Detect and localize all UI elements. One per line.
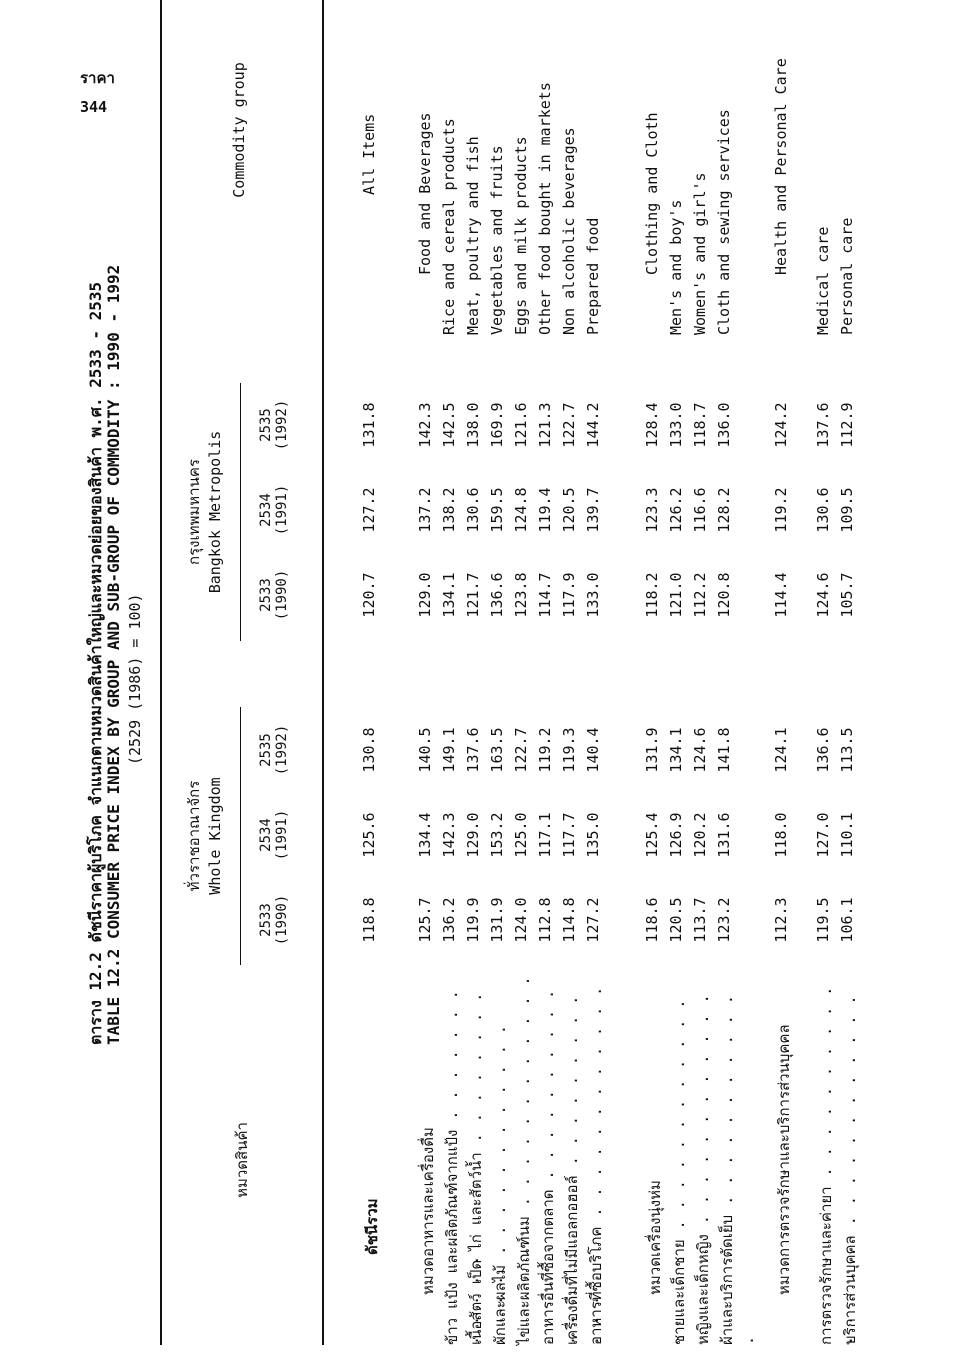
table-top-rule bbox=[160, 0, 162, 1345]
value-cell: 127.0 bbox=[814, 812, 832, 858]
group-header-english: Bangkok Metropolis bbox=[206, 430, 224, 594]
value-cell: 159.5 bbox=[488, 487, 506, 533]
value-cell: 128.4 bbox=[643, 402, 661, 448]
value-cell: 131.6 bbox=[715, 812, 733, 858]
table-row bbox=[691, 0, 713, 1345]
row-label-english: Meat, poultry and fish bbox=[464, 136, 482, 335]
table-row bbox=[838, 0, 860, 1345]
value-cell: 114.8 bbox=[560, 897, 578, 943]
value-cell: 119.2 bbox=[536, 727, 554, 773]
row-label-english: Vegetables and fruits bbox=[488, 145, 506, 335]
value-cell: 117.7 bbox=[560, 812, 578, 858]
value-cell: 124.6 bbox=[691, 727, 709, 773]
table-row bbox=[512, 0, 534, 1345]
row-label-english: Non alcoholic beverages bbox=[560, 127, 578, 335]
value-cell: 126.9 bbox=[667, 812, 685, 858]
table-title-thai: ตาราง 12.2 ดัชนีราคาผู้บริโภค จำแนกตามหมวดสินค้าใหญ่และหมวดย่อยของสินค้า พ.ศ. 2533 - 2535 bbox=[86, 281, 105, 1045]
value-cell: 118.6 bbox=[643, 897, 661, 943]
value-cell: 142.3 bbox=[416, 402, 434, 448]
row-label-thai: หมวดอาหารและเครื่องดื่ม bbox=[419, 1127, 437, 1295]
year-header: 2535 (1992) bbox=[258, 399, 290, 451]
value-cell: 124.6 bbox=[814, 572, 832, 618]
table-base-year: (2529 (1986) = 100) bbox=[126, 593, 144, 765]
value-cell: 118.0 bbox=[772, 812, 790, 858]
table-row bbox=[772, 0, 794, 1345]
value-cell: 130.8 bbox=[360, 727, 378, 773]
value-cell: 113.5 bbox=[838, 727, 856, 773]
value-cell: 109.5 bbox=[838, 487, 856, 533]
table-row bbox=[584, 0, 606, 1345]
row-label-english: Clothing and Cloth bbox=[643, 112, 661, 275]
year-header: 2534 (1991) bbox=[258, 809, 290, 861]
value-cell: 137.6 bbox=[814, 402, 832, 448]
page-number: 344 bbox=[80, 98, 108, 116]
value-cell: 120.2 bbox=[691, 812, 709, 858]
row-label-thai: เครื่องดื่มที่ไม่มีแอลกอฮอล์ . . . bbox=[560, 975, 602, 1345]
value-cell: 121.0 bbox=[667, 572, 685, 618]
value-cell: 121.7 bbox=[464, 572, 482, 618]
table-row bbox=[715, 0, 737, 1345]
value-cell: 140.5 bbox=[416, 727, 434, 773]
table-row bbox=[667, 0, 689, 1345]
value-cell: 134.1 bbox=[440, 572, 458, 618]
row-label-english: Medical care bbox=[814, 226, 832, 335]
group-header-bangkok bbox=[182, 383, 224, 641]
row-label-english: Health and Personal Care bbox=[772, 58, 790, 275]
value-cell: 141.8 bbox=[715, 727, 733, 773]
table-row bbox=[643, 0, 665, 1345]
row-label-thai: ดัชนีรวม bbox=[363, 1198, 381, 1255]
value-cell: 119.3 bbox=[560, 727, 578, 773]
table-row bbox=[814, 0, 836, 1345]
value-cell: 120.7 bbox=[360, 572, 378, 618]
value-cell: 120.8 bbox=[715, 572, 733, 618]
value-cell: 163.5 bbox=[488, 727, 506, 773]
value-cell: 114.7 bbox=[536, 572, 554, 618]
value-cell: 131.8 bbox=[360, 402, 378, 448]
row-label-thai: ผักและผลไม้ . . . bbox=[488, 975, 512, 1345]
column-header-commodity-english: Commodity group bbox=[230, 62, 248, 198]
value-cell: 124.2 bbox=[772, 402, 790, 448]
value-cell: 119.9 bbox=[464, 897, 482, 943]
value-cell: 139.7 bbox=[584, 487, 602, 533]
table-row bbox=[464, 0, 486, 1345]
value-cell: 129.0 bbox=[416, 572, 434, 618]
table-row bbox=[440, 0, 462, 1345]
value-cell: 124.8 bbox=[512, 487, 530, 533]
group-rule-bangkok bbox=[240, 383, 241, 641]
value-cell: 113.7 bbox=[691, 897, 709, 943]
row-label-english: Prepared food bbox=[584, 217, 602, 335]
value-cell: 136.2 bbox=[440, 897, 458, 943]
year-header: 2535 (1992) bbox=[258, 724, 290, 776]
row-label-english: Rice and cereal products bbox=[440, 118, 458, 335]
value-cell: 138.2 bbox=[440, 487, 458, 533]
table-row bbox=[360, 0, 382, 1345]
row-label-thai: อาหารอื่นที่ซื้อจากตลาด . . . bbox=[536, 975, 578, 1345]
value-cell: 123.2 bbox=[715, 897, 733, 943]
row-label-thai: บริการส่วนบุคคล . . . bbox=[838, 975, 862, 1345]
value-cell: 149.1 bbox=[440, 727, 458, 773]
value-cell: 131.9 bbox=[488, 897, 506, 943]
value-cell: 138.0 bbox=[464, 402, 482, 448]
value-cell: 134.1 bbox=[667, 727, 685, 773]
value-cell: 112.9 bbox=[838, 402, 856, 448]
value-cell: 123.8 bbox=[512, 572, 530, 618]
value-cell: 125.6 bbox=[360, 812, 378, 858]
table-title-english: TABLE 12.2 CONSUMER PRICE INDEX BY GROUP AND SUB-GROUP OF COMMODITY : 1990 - 1992 bbox=[104, 264, 123, 1045]
row-label-thai: ผ้าและบริการตัดเย็บ . . . bbox=[715, 975, 757, 1345]
value-cell: 116.6 bbox=[691, 487, 709, 533]
value-cell: 127.2 bbox=[584, 897, 602, 943]
value-cell: 114.4 bbox=[772, 572, 790, 618]
table-row bbox=[416, 0, 438, 1345]
value-cell: 106.1 bbox=[838, 897, 856, 943]
row-label-thai: ข้าว แป้ง และผลิตภัณฑ์จากแป้ง . . . bbox=[440, 975, 482, 1345]
row-label-english: Other food bought in markets bbox=[536, 82, 554, 335]
table-header-rule bbox=[322, 0, 324, 1345]
value-cell: 119.5 bbox=[814, 897, 832, 943]
value-cell: 130.6 bbox=[814, 487, 832, 533]
value-cell: 124.0 bbox=[512, 897, 530, 943]
value-cell: 112.8 bbox=[536, 897, 554, 943]
year-header: 2533 (1990) bbox=[258, 894, 290, 946]
value-cell: 125.0 bbox=[512, 812, 530, 858]
row-label-thai: ไข่และผลิตภัณฑ์นม . . . bbox=[512, 975, 536, 1345]
row-label-thai: การตรวจรักษาและค่ายา . . . bbox=[814, 975, 856, 1345]
value-cell: 136.6 bbox=[488, 572, 506, 618]
row-label-thai: หมวดการตรวจรักษาและบริการส่วนบุคคล bbox=[775, 1024, 793, 1295]
value-cell: 121.6 bbox=[512, 402, 530, 448]
value-cell: 127.2 bbox=[360, 487, 378, 533]
value-cell: 130.6 bbox=[464, 487, 482, 533]
value-cell: 122.7 bbox=[560, 402, 578, 448]
value-cell: 105.7 bbox=[838, 572, 856, 618]
value-cell: 133.0 bbox=[667, 402, 685, 448]
value-cell: 153.2 bbox=[488, 812, 506, 858]
year-header: 2533 (1990) bbox=[258, 569, 290, 621]
value-cell: 120.5 bbox=[667, 897, 685, 943]
value-cell: 120.5 bbox=[560, 487, 578, 533]
value-cell: 144.2 bbox=[584, 402, 602, 448]
row-label-thai: เนื้อสัตว์ เป็ด ไก่ และสัตว์น้ำ . . . bbox=[464, 975, 506, 1345]
row-label-english: Men's and boy's bbox=[667, 199, 685, 335]
value-cell: 169.9 bbox=[488, 402, 506, 448]
row-label-english: Women's and girl's bbox=[691, 172, 709, 335]
value-cell: 128.2 bbox=[715, 487, 733, 533]
row-label-english: Eggs and milk products bbox=[512, 136, 530, 335]
row-label-english: Personal care bbox=[838, 217, 856, 335]
page-section-label: ราคา bbox=[80, 69, 115, 87]
table-row bbox=[560, 0, 582, 1345]
value-cell: 125.7 bbox=[416, 897, 434, 943]
value-cell: 140.4 bbox=[584, 727, 602, 773]
value-cell: 110.1 bbox=[838, 812, 856, 858]
value-cell: 142.5 bbox=[440, 402, 458, 448]
value-cell: 112.2 bbox=[691, 572, 709, 618]
row-label-thai: ชายและเด็กชาย . . . bbox=[667, 975, 691, 1345]
value-cell: 142.3 bbox=[440, 812, 458, 858]
column-header-commodity-thai: หมวดสินค้า bbox=[233, 1122, 251, 1198]
value-cell: 131.9 bbox=[643, 727, 661, 773]
value-cell: 121.3 bbox=[536, 402, 554, 448]
group-rule-whole-kingdom bbox=[240, 707, 241, 965]
rotated-table bbox=[86, 0, 859, 1345]
value-cell: 125.4 bbox=[643, 812, 661, 858]
value-cell: 133.0 bbox=[584, 572, 602, 618]
value-cell: 117.1 bbox=[536, 812, 554, 858]
group-header-thai: กรุงเทพมหานคร bbox=[185, 459, 203, 565]
row-label-thai: หมวดเครื่องนุ่งห่ม bbox=[646, 1180, 664, 1295]
value-cell: 123.3 bbox=[643, 487, 661, 533]
year-header: 2534 (1991) bbox=[258, 484, 290, 536]
row-label-english: Food and Beverages bbox=[416, 112, 434, 275]
value-cell: 136.0 bbox=[715, 402, 733, 448]
row-label-english: Cloth and sewing services bbox=[715, 109, 733, 335]
row-label-thai: หญิงและเด็กหญิง . . . bbox=[691, 975, 715, 1345]
group-header-english: Whole Kingdom bbox=[206, 777, 224, 895]
value-cell: 117.9 bbox=[560, 572, 578, 618]
value-cell: 137.2 bbox=[416, 487, 434, 533]
group-header-thai: ทั่วราชอาณาจักร bbox=[185, 780, 203, 892]
table-row bbox=[536, 0, 558, 1345]
value-cell: 137.6 bbox=[464, 727, 482, 773]
value-cell: 119.4 bbox=[536, 487, 554, 533]
value-cell: 129.0 bbox=[464, 812, 482, 858]
value-cell: 126.2 bbox=[667, 487, 685, 533]
value-cell: 118.2 bbox=[643, 572, 661, 618]
table-row bbox=[488, 0, 510, 1345]
value-cell: 112.3 bbox=[772, 897, 790, 943]
value-cell: 136.6 bbox=[814, 727, 832, 773]
value-cell: 122.7 bbox=[512, 727, 530, 773]
value-cell: 124.1 bbox=[772, 727, 790, 773]
group-header-whole-kingdom bbox=[182, 707, 224, 965]
value-cell: 118.8 bbox=[360, 897, 378, 943]
value-cell: 134.4 bbox=[416, 812, 434, 858]
value-cell: 119.2 bbox=[772, 487, 790, 533]
value-cell: 118.7 bbox=[691, 402, 709, 448]
row-label-thai: อาหารที่ซื้อบริโภค . . . bbox=[584, 975, 608, 1345]
value-cell: 135.0 bbox=[584, 812, 602, 858]
row-label-english: All Items bbox=[360, 113, 378, 195]
